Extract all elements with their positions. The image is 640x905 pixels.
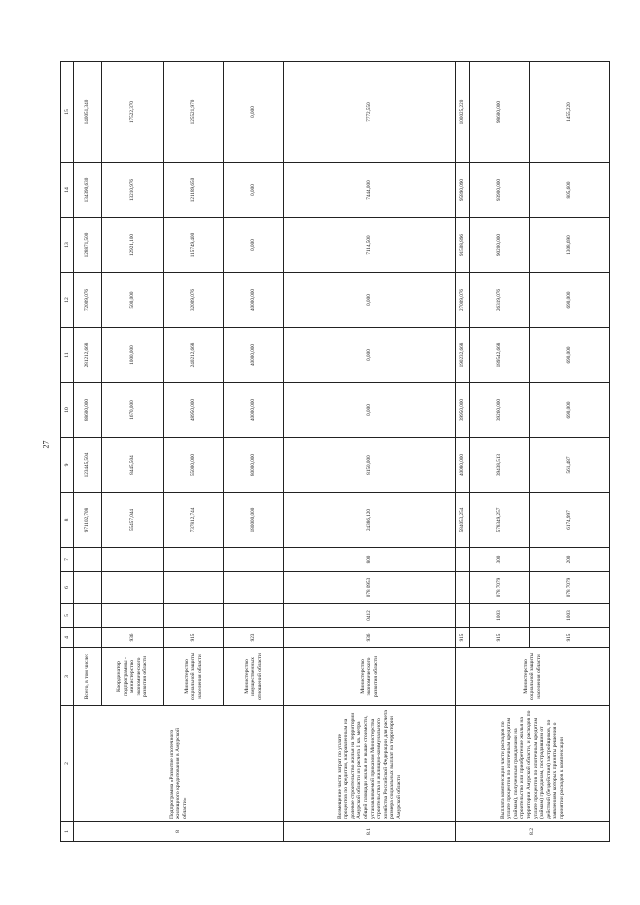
value-cell: 32009,076 (164, 273, 224, 328)
value-cell: 40000,000 (224, 383, 284, 438)
value-cell: 98600,000 (470, 62, 530, 163)
value-cell: 1455,220 (530, 62, 610, 163)
rz-cell (102, 604, 164, 628)
vr-cell (456, 548, 470, 572)
executor-cell: Всего, в том числе: (74, 648, 102, 706)
value-cell: 189542,668 (470, 328, 530, 383)
row-number: 8.2 (456, 822, 610, 842)
value-cell: 140051,340 (74, 62, 102, 163)
vr-cell (74, 548, 102, 572)
executor-cell: Координатор подпрограммы - министерство экономического развития области (102, 648, 164, 706)
csr-cell (224, 572, 284, 604)
value-cell: 128871,500 (74, 218, 102, 273)
col-header: 8 (61, 493, 74, 548)
vr-cell: 800 (284, 548, 456, 572)
rz-cell: 1003 (530, 604, 610, 628)
value-cell: 12921,100 (102, 218, 164, 273)
program-name: Подпрограмма «Развитие ипотечного жилищного кредитования в Амурской области» (74, 706, 284, 822)
value-cell: 690,000 (530, 328, 610, 383)
value-cell: 281212,668 (74, 328, 102, 383)
rz-cell: 0412 (284, 604, 456, 628)
csr-cell (74, 572, 102, 604)
value-cell: 27009,076 (456, 273, 470, 328)
value-cell: 578349,257 (470, 493, 530, 548)
grbs-cell: 915 (164, 628, 224, 648)
col-header: 10 (61, 383, 74, 438)
col-header: 12 (61, 273, 74, 328)
value-cell: 26319,076 (470, 273, 530, 328)
value-cell: 1000,000 (102, 328, 164, 383)
value-cell: 100025,220 (456, 62, 470, 163)
value-cell: 1308,690 (530, 218, 610, 273)
csr-cell (164, 572, 224, 604)
csr-cell (456, 572, 470, 604)
vr-cell: 300 (470, 548, 530, 572)
col-header: 5 (61, 604, 74, 628)
value-cell: 7444,000 (284, 163, 456, 218)
col-header: 13 (61, 218, 74, 273)
col-header: 11 (61, 328, 74, 383)
value-cell: 971102,708 (74, 493, 102, 548)
value-cell: 40000,000 (224, 273, 284, 328)
value-cell: 0,000 (224, 163, 284, 218)
rz-cell (164, 604, 224, 628)
value-cell: 0,000 (284, 328, 456, 383)
value-cell: 40000,000 (224, 328, 284, 383)
grbs-cell (74, 628, 102, 648)
grbs-cell: 936 (102, 628, 164, 648)
executor-cell: Министерство социальной защиты населения области (164, 648, 224, 706)
measure-name: Возмещение части затрат по уплате процентов по кредитам, направленным на долевое строительство жилья на территории Амурской области из расчета 1 кв. метра общей площади жилья не выше стоимости, устанавливаемой приказом Министерства строительства и жилищно-коммунального хозяйства Российской Федерации для расчета размера социальных выплат на территории Амурской области (284, 706, 456, 822)
budget-table-sheet (60, 62, 580, 842)
col-header: 14 (61, 163, 74, 218)
grbs-cell: 915 (470, 628, 530, 648)
budget-table (60, 61, 610, 842)
col-header: 1 (61, 822, 74, 842)
value-cell: 88600,000 (74, 383, 102, 438)
value-cell: 0,000 (284, 383, 456, 438)
col-header: 4 (61, 628, 74, 648)
value-cell: 24386,120 (284, 493, 456, 548)
table-row (284, 62, 456, 842)
csr-cell (102, 572, 164, 604)
rz-cell (224, 604, 284, 628)
value-cell: 0,000 (284, 273, 456, 328)
value-cell: 1670,000 (102, 383, 164, 438)
col-header: 6 (61, 572, 74, 604)
executor-cell: Министерство экономического развития области (284, 648, 456, 706)
value-cell: 134390,630 (74, 163, 102, 218)
value-cell: 55000,000 (164, 438, 224, 493)
value-cell: 48950,000 (164, 383, 224, 438)
col-header: 9 (61, 438, 74, 493)
value-cell: 737812,744 (164, 493, 224, 548)
executor-cell: Министерство имущественных отношений области (224, 648, 284, 706)
csr-cell: 078 7079 (530, 572, 610, 604)
header-row (61, 62, 74, 842)
value-cell: 190232,668 (456, 328, 470, 383)
value-cell: 39950,000 (456, 383, 470, 438)
value-cell: 6174,997 (530, 493, 610, 548)
value-cell: 40080,000 (456, 438, 470, 493)
grbs-cell: 936 (284, 628, 456, 648)
value-cell: 125521,970 (164, 62, 224, 163)
grbs-cell: 915 (456, 628, 470, 648)
value-cell: 55457,044 (102, 493, 164, 548)
value-cell: 115749,400 (164, 218, 224, 273)
grbs-cell: 923 (224, 628, 284, 648)
row-number: 8.1 (284, 822, 456, 842)
grbs-cell: 915 (530, 628, 610, 648)
vr-cell: 200 (530, 548, 610, 572)
table-row (456, 62, 470, 842)
value-cell: 90200,000 (470, 218, 530, 273)
value-cell: 7114,500 (284, 218, 456, 273)
csr-cell: 078 7079 (470, 572, 530, 604)
value-cell: 72009,076 (74, 273, 102, 328)
rz-cell (456, 604, 470, 628)
value-cell: 8150,000 (284, 438, 456, 493)
value-cell: 240212,668 (164, 328, 224, 383)
vr-cell (224, 548, 284, 572)
value-cell: 180000,000 (224, 493, 284, 548)
rz-cell: 1003 (470, 604, 530, 628)
value-cell: 91508,896 (456, 218, 470, 273)
row-number: 8 (74, 822, 284, 842)
value-cell: 93900,000 (470, 163, 530, 218)
value-cell: 7772,550 (284, 62, 456, 163)
value-cell: 561,487 (530, 438, 610, 493)
vr-cell (102, 548, 164, 572)
value-cell: 690,000 (530, 383, 610, 438)
col-header: 15 (61, 62, 74, 163)
value-cell: 95890,090 (456, 163, 470, 218)
value-cell: 0,000 (224, 62, 284, 163)
value-cell: 17522,370 (102, 62, 164, 163)
col-header: 7 (61, 548, 74, 572)
value-cell: 584053,254 (456, 493, 470, 548)
value-cell: 0,000 (224, 218, 284, 273)
table-row (74, 62, 102, 842)
csr-cell: 078 0953 (284, 572, 456, 604)
vr-cell (164, 548, 224, 572)
value-cell: 39260,000 (470, 383, 530, 438)
value-cell: 123445,504 (74, 438, 102, 493)
rz-cell (74, 604, 102, 628)
value-cell: 121189,650 (164, 163, 224, 218)
page-number: 27 (41, 440, 51, 449)
value-cell: 8445,504 (102, 438, 164, 493)
value-cell: 39438,513 (470, 438, 530, 493)
value-cell: 500,000 (102, 273, 164, 328)
executor-cell: Министерство социальной защиты населения области (456, 648, 610, 706)
measure-name: Выплата компенсации части расходов по уплате процентов по ипотечным кредитам (займам), полученным гражданами на строительство или приобретение жилья на территории Амурской области, и расходов по уплате процентов по ипотечным кредитам (займам) гражданам, пострадавшим от действий (бездействия) застройщиков, по заявлениям которых приняты решения о принятии расходов к компенсации (456, 706, 610, 822)
value-cell: 80000,000 (224, 438, 284, 493)
col-header: 2 (61, 706, 74, 822)
value-cell: 805,600 (530, 163, 610, 218)
col-header: 3 (61, 648, 74, 706)
value-cell: 13210,976 (102, 163, 164, 218)
value-cell: 690,000 (530, 273, 610, 328)
